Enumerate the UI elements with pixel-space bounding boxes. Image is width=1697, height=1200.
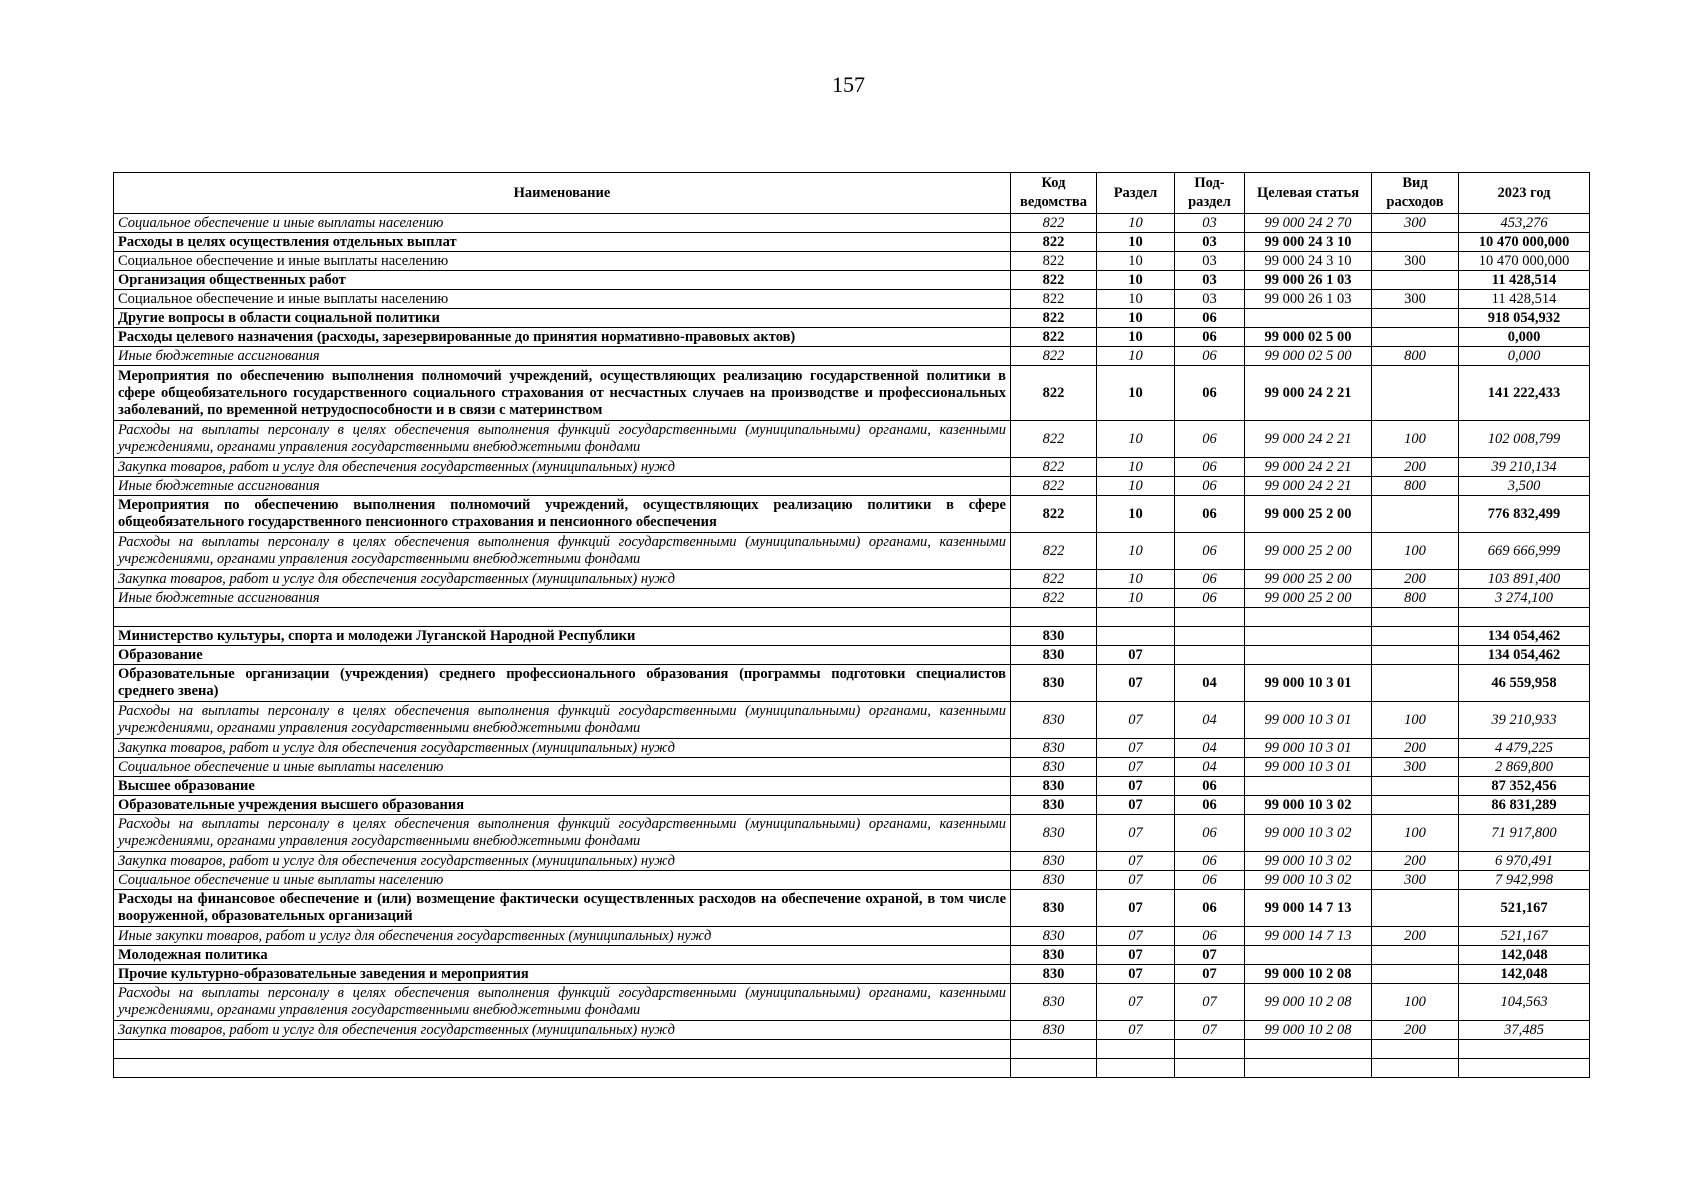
cell-dept-code: 822 <box>1011 309 1097 328</box>
table-row <box>114 214 1590 233</box>
table-row <box>114 852 1590 871</box>
cell-dept-code: 830 <box>1011 665 1097 702</box>
cell-section: 10 <box>1097 328 1175 347</box>
cell-target-article: 99 000 10 3 01 <box>1245 758 1372 777</box>
cell-section: 07 <box>1097 758 1175 777</box>
cell-section <box>1097 608 1175 627</box>
cell-target-article: 99 000 24 2 21 <box>1245 458 1372 477</box>
header-type: Вид расходов <box>1372 173 1459 214</box>
table-row <box>114 570 1590 589</box>
cell-amount-2023: 0,000 <box>1459 328 1590 347</box>
header-section: Раздел <box>1097 173 1175 214</box>
cell-section: 10 <box>1097 458 1175 477</box>
cell-amount-2023: 2 869,800 <box>1459 758 1590 777</box>
header-row <box>114 173 1590 214</box>
cell-target-article: 99 000 26 1 03 <box>1245 271 1372 290</box>
cell-target-article: 99 000 10 3 01 <box>1245 665 1372 702</box>
cell-target-article <box>1245 777 1372 796</box>
cell-dept-code: 830 <box>1011 815 1097 852</box>
cell-subsection: 03 <box>1175 252 1245 271</box>
cell-amount-2023: 11 428,514 <box>1459 290 1590 309</box>
cell-name: Высшее образование <box>114 777 1011 796</box>
cell-subsection: 06 <box>1175 796 1245 815</box>
cell-amount-2023: 134 054,462 <box>1459 627 1590 646</box>
cell-expense-type <box>1372 366 1459 421</box>
cell-amount-2023: 11 428,514 <box>1459 271 1590 290</box>
cell-section: 10 <box>1097 533 1175 570</box>
cell-name: Закупка товаров, работ и услуг для обеспечения государственных (муниципальных) нужд <box>114 458 1011 477</box>
cell-target-article: 99 000 24 2 21 <box>1245 366 1372 421</box>
table-row <box>114 702 1590 739</box>
cell-expense-type: 800 <box>1372 589 1459 608</box>
header-year: 2023 год <box>1459 173 1590 214</box>
table-row <box>114 589 1590 608</box>
table-row <box>114 984 1590 1021</box>
cell-target-article: 99 000 24 3 10 <box>1245 252 1372 271</box>
cell-dept-code: 830 <box>1011 758 1097 777</box>
table-row <box>114 927 1590 946</box>
cell-section: 10 <box>1097 496 1175 533</box>
cell-amount-2023: 46 559,958 <box>1459 665 1590 702</box>
table-row <box>114 290 1590 309</box>
cell-expense-type: 200 <box>1372 852 1459 871</box>
cell-name: Иные закупки товаров, работ и услуг для обеспечения государственных (муниципальных) нужд <box>114 927 1011 946</box>
cell-dept-code: 822 <box>1011 366 1097 421</box>
cell-amount-2023 <box>1459 1040 1590 1059</box>
cell-section: 07 <box>1097 1021 1175 1040</box>
header-subsection: Под-раздел <box>1175 173 1245 214</box>
cell-expense-type: 200 <box>1372 458 1459 477</box>
cell-dept-code: 830 <box>1011 965 1097 984</box>
cell-section: 07 <box>1097 965 1175 984</box>
cell-section: 10 <box>1097 214 1175 233</box>
table-row <box>114 965 1590 984</box>
cell-dept-code: 822 <box>1011 496 1097 533</box>
cell-expense-type: 200 <box>1372 570 1459 589</box>
cell-target-article: 99 000 10 3 02 <box>1245 815 1372 852</box>
cell-expense-type: 100 <box>1372 533 1459 570</box>
cell-dept-code: 830 <box>1011 871 1097 890</box>
cell-amount-2023: 7 942,998 <box>1459 871 1590 890</box>
cell-dept-code: 830 <box>1011 984 1097 1021</box>
cell-name: Министерство культуры, спорта и молодежи Луганской Народной Республики <box>114 627 1011 646</box>
table-row <box>114 796 1590 815</box>
cell-section <box>1097 1040 1175 1059</box>
cell-subsection: 04 <box>1175 739 1245 758</box>
cell-target-article <box>1245 646 1372 665</box>
header-name: Наименование <box>114 173 1011 214</box>
cell-dept-code <box>1011 608 1097 627</box>
cell-target-article: 99 000 24 3 10 <box>1245 233 1372 252</box>
cell-dept-code: 830 <box>1011 890 1097 927</box>
cell-amount-2023: 4 479,225 <box>1459 739 1590 758</box>
cell-section: 07 <box>1097 702 1175 739</box>
cell-name: Расходы на финансовое обеспечение и (или) возмещение фактически осуществленных расходов на обеспечение охраной, в том числе вооруженной, образовательных организаций <box>114 890 1011 927</box>
cell-subsection: 04 <box>1175 758 1245 777</box>
cell-section: 07 <box>1097 665 1175 702</box>
cell-expense-type <box>1372 608 1459 627</box>
cell-amount-2023: 71 917,800 <box>1459 815 1590 852</box>
cell-subsection <box>1175 1059 1245 1078</box>
cell-expense-type <box>1372 1059 1459 1078</box>
cell-section: 07 <box>1097 946 1175 965</box>
cell-subsection: 06 <box>1175 815 1245 852</box>
cell-name: Мероприятия по обеспечению выполнения полномочий учреждений, осуществляющих реализацию государственной политики в сфере общеобязательного государственного социального страхования от несчастных случаев на производстве и профессиональных заболеваний, по временной нетрудоспособности и в связи с материнством <box>114 366 1011 421</box>
table-row <box>114 646 1590 665</box>
table-row <box>114 871 1590 890</box>
cell-subsection: 03 <box>1175 214 1245 233</box>
cell-section: 07 <box>1097 815 1175 852</box>
cell-target-article: 99 000 14 7 13 <box>1245 927 1372 946</box>
cell-section: 10 <box>1097 233 1175 252</box>
table-row <box>114 739 1590 758</box>
cell-target-article: 99 000 10 3 01 <box>1245 702 1372 739</box>
table-row <box>114 665 1590 702</box>
cell-amount-2023: 37,485 <box>1459 1021 1590 1040</box>
table-row <box>114 328 1590 347</box>
table-row <box>114 347 1590 366</box>
cell-expense-type: 300 <box>1372 758 1459 777</box>
cell-name: Закупка товаров, работ и услуг для обеспечения государственных (муниципальных) нужд <box>114 570 1011 589</box>
cell-section: 07 <box>1097 927 1175 946</box>
table-row <box>114 1021 1590 1040</box>
table-row <box>114 533 1590 570</box>
cell-expense-type: 100 <box>1372 702 1459 739</box>
cell-section: 07 <box>1097 852 1175 871</box>
cell-dept-code: 822 <box>1011 271 1097 290</box>
cell-amount-2023: 521,167 <box>1459 927 1590 946</box>
cell-target-article: 99 000 10 3 02 <box>1245 796 1372 815</box>
cell-section: 10 <box>1097 309 1175 328</box>
cell-dept-code: 822 <box>1011 252 1097 271</box>
table-row <box>114 890 1590 927</box>
cell-subsection: 06 <box>1175 589 1245 608</box>
cell-expense-type: 300 <box>1372 290 1459 309</box>
cell-target-article: 99 000 10 2 08 <box>1245 984 1372 1021</box>
cell-expense-type: 200 <box>1372 927 1459 946</box>
cell-subsection: 04 <box>1175 665 1245 702</box>
cell-dept-code: 822 <box>1011 477 1097 496</box>
cell-name: Иные бюджетные ассигнования <box>114 347 1011 366</box>
cell-section: 10 <box>1097 347 1175 366</box>
cell-section: 10 <box>1097 290 1175 309</box>
cell-name: Расходы на выплаты персоналу в целях обеспечения выполнения функций государственными (муниципальными) органами, казенными учреждениями, органами управления государственными внебюджетными фондами <box>114 702 1011 739</box>
cell-subsection: 07 <box>1175 984 1245 1021</box>
cell-target-article: 99 000 14 7 13 <box>1245 890 1372 927</box>
cell-name: Закупка товаров, работ и услуг для обеспечения государственных (муниципальных) нужд <box>114 1021 1011 1040</box>
cell-subsection: 06 <box>1175 927 1245 946</box>
cell-amount-2023: 918 054,932 <box>1459 309 1590 328</box>
cell-amount-2023: 3 274,100 <box>1459 589 1590 608</box>
cell-expense-type <box>1372 496 1459 533</box>
cell-dept-code: 822 <box>1011 290 1097 309</box>
cell-section: 07 <box>1097 796 1175 815</box>
cell-amount-2023 <box>1459 1059 1590 1078</box>
cell-amount-2023: 87 352,456 <box>1459 777 1590 796</box>
cell-subsection: 03 <box>1175 271 1245 290</box>
cell-dept-code: 822 <box>1011 347 1097 366</box>
cell-name: Расходы в целях осуществления отдельных выплат <box>114 233 1011 252</box>
cell-section: 10 <box>1097 271 1175 290</box>
cell-expense-type: 100 <box>1372 984 1459 1021</box>
cell-expense-type <box>1372 890 1459 927</box>
cell-amount-2023: 10 470 000,000 <box>1459 252 1590 271</box>
table-row <box>114 271 1590 290</box>
cell-target-article <box>1245 1059 1372 1078</box>
cell-subsection: 04 <box>1175 702 1245 739</box>
cell-amount-2023: 0,000 <box>1459 347 1590 366</box>
cell-section: 07 <box>1097 890 1175 927</box>
cell-amount-2023: 453,276 <box>1459 214 1590 233</box>
cell-name: Социальное обеспечение и иные выплаты населению <box>114 758 1011 777</box>
cell-amount-2023: 776 832,499 <box>1459 496 1590 533</box>
cell-name: Прочие культурно-образовательные заведения и мероприятия <box>114 965 1011 984</box>
cell-name: Образовательные учреждения высшего образования <box>114 796 1011 815</box>
cell-target-article <box>1245 1040 1372 1059</box>
cell-subsection: 06 <box>1175 421 1245 458</box>
cell-name: Расходы целевого назначения (расходы, зарезервированные до принятия нормативно-правовых актов) <box>114 328 1011 347</box>
cell-dept-code: 830 <box>1011 646 1097 665</box>
cell-amount-2023: 669 666,999 <box>1459 533 1590 570</box>
cell-target-article <box>1245 608 1372 627</box>
cell-target-article: 99 000 24 2 21 <box>1245 421 1372 458</box>
cell-subsection: 03 <box>1175 233 1245 252</box>
cell-target-article <box>1245 309 1372 328</box>
cell-amount-2023: 103 891,400 <box>1459 570 1590 589</box>
cell-target-article: 99 000 02 5 00 <box>1245 328 1372 347</box>
cell-dept-code: 830 <box>1011 927 1097 946</box>
cell-name: Социальное обеспечение и иные выплаты населению <box>114 871 1011 890</box>
cell-name: Закупка товаров, работ и услуг для обеспечения государственных (муниципальных) нужд <box>114 852 1011 871</box>
cell-target-article: 99 000 24 2 70 <box>1245 214 1372 233</box>
cell-name: Организация общественных работ <box>114 271 1011 290</box>
cell-subsection: 06 <box>1175 347 1245 366</box>
cell-name: Молодежная политика <box>114 946 1011 965</box>
cell-section: 10 <box>1097 421 1175 458</box>
cell-expense-type: 800 <box>1372 347 1459 366</box>
table-row <box>114 496 1590 533</box>
cell-amount-2023: 142,048 <box>1459 965 1590 984</box>
cell-amount-2023: 86 831,289 <box>1459 796 1590 815</box>
cell-expense-type: 300 <box>1372 214 1459 233</box>
cell-dept-code: 822 <box>1011 233 1097 252</box>
cell-dept-code: 822 <box>1011 533 1097 570</box>
cell-expense-type: 800 <box>1372 477 1459 496</box>
cell-dept-code: 822 <box>1011 214 1097 233</box>
cell-amount-2023: 142,048 <box>1459 946 1590 965</box>
table-row <box>114 309 1590 328</box>
cell-amount-2023: 521,167 <box>1459 890 1590 927</box>
cell-expense-type <box>1372 665 1459 702</box>
header-target: Целевая статья <box>1245 173 1372 214</box>
cell-expense-type: 100 <box>1372 421 1459 458</box>
cell-name: Расходы на выплаты персоналу в целях обеспечения выполнения функций государственными (муниципальными) органами, казенными учреждениями, органами управления государственными внебюджетными фондами <box>114 984 1011 1021</box>
cell-target-article: 99 000 10 2 08 <box>1245 1021 1372 1040</box>
cell-name <box>114 608 1011 627</box>
cell-subsection: 06 <box>1175 366 1245 421</box>
cell-target-article: 99 000 10 2 08 <box>1245 965 1372 984</box>
cell-section: 10 <box>1097 477 1175 496</box>
cell-section <box>1097 627 1175 646</box>
cell-expense-type: 100 <box>1372 815 1459 852</box>
cell-name: Расходы на выплаты персоналу в целях обеспечения выполнения функций государственными (муниципальными) органами, казенными учреждениями, органами управления государственными внебюджетными фондами <box>114 815 1011 852</box>
page-number: 157 <box>832 72 865 97</box>
cell-subsection: 06 <box>1175 533 1245 570</box>
cell-amount-2023: 3,500 <box>1459 477 1590 496</box>
cell-subsection: 06 <box>1175 309 1245 328</box>
cell-section: 07 <box>1097 777 1175 796</box>
cell-subsection: 03 <box>1175 290 1245 309</box>
cell-target-article: 99 000 10 3 02 <box>1245 852 1372 871</box>
cell-amount-2023: 134 054,462 <box>1459 646 1590 665</box>
cell-expense-type: 300 <box>1372 871 1459 890</box>
cell-target-article: 99 000 10 3 01 <box>1245 739 1372 758</box>
cell-dept-code: 830 <box>1011 702 1097 739</box>
cell-expense-type <box>1372 777 1459 796</box>
table-row <box>114 421 1590 458</box>
cell-section: 07 <box>1097 871 1175 890</box>
cell-subsection <box>1175 627 1245 646</box>
cell-expense-type: 200 <box>1372 739 1459 758</box>
table-row <box>114 366 1590 421</box>
table-row <box>114 777 1590 796</box>
cell-subsection: 07 <box>1175 1021 1245 1040</box>
cell-name: Образовательные организации (учреждения) среднего профессионального образования (программы подготовки специалистов среднего звена) <box>114 665 1011 702</box>
cell-name: Социальное обеспечение и иные выплаты населению <box>114 252 1011 271</box>
table-row <box>114 946 1590 965</box>
cell-name <box>114 1040 1011 1059</box>
cell-subsection: 06 <box>1175 458 1245 477</box>
cell-target-article: 99 000 25 2 00 <box>1245 570 1372 589</box>
cell-subsection: 06 <box>1175 777 1245 796</box>
cell-expense-type <box>1372 328 1459 347</box>
cell-target-article: 99 000 25 2 00 <box>1245 496 1372 533</box>
cell-expense-type <box>1372 946 1459 965</box>
cell-dept-code: 822 <box>1011 421 1097 458</box>
cell-subsection: 06 <box>1175 570 1245 589</box>
cell-name: Образование <box>114 646 1011 665</box>
cell-dept-code <box>1011 1059 1097 1078</box>
cell-amount-2023: 104,563 <box>1459 984 1590 1021</box>
cell-dept-code: 830 <box>1011 946 1097 965</box>
table-row <box>114 758 1590 777</box>
cell-expense-type <box>1372 271 1459 290</box>
cell-target-article: 99 000 25 2 00 <box>1245 589 1372 608</box>
cell-dept-code: 822 <box>1011 328 1097 347</box>
cell-subsection <box>1175 1040 1245 1059</box>
cell-dept-code: 822 <box>1011 458 1097 477</box>
table-row <box>114 627 1590 646</box>
blank-row <box>114 1040 1590 1059</box>
cell-section <box>1097 1059 1175 1078</box>
table-row <box>114 477 1590 496</box>
cell-expense-type: 300 <box>1372 252 1459 271</box>
header-dept: Код ведомства <box>1011 173 1097 214</box>
cell-amount-2023: 6 970,491 <box>1459 852 1590 871</box>
cell-subsection: 06 <box>1175 477 1245 496</box>
cell-expense-type <box>1372 233 1459 252</box>
cell-expense-type <box>1372 309 1459 328</box>
cell-section: 07 <box>1097 646 1175 665</box>
cell-dept-code <box>1011 1040 1097 1059</box>
cell-amount-2023: 102 008,799 <box>1459 421 1590 458</box>
cell-name: Другие вопросы в области социальной политики <box>114 309 1011 328</box>
cell-dept-code: 822 <box>1011 589 1097 608</box>
cell-dept-code: 830 <box>1011 1021 1097 1040</box>
cell-dept-code: 830 <box>1011 796 1097 815</box>
cell-amount-2023: 10 470 000,000 <box>1459 233 1590 252</box>
cell-name: Мероприятия по обеспечению выполнения полномочий учреждений, осуществляющих реализацию политики в сфере общеобязательного государственного пенсионного страхования и пенсионного обеспечения <box>114 496 1011 533</box>
cell-name: Расходы на выплаты персоналу в целях обеспечения выполнения функций государственными (муниципальными) органами, казенными учреждениями, органами управления государственными внебюджетными фондами <box>114 421 1011 458</box>
cell-name: Иные бюджетные ассигнования <box>114 589 1011 608</box>
cell-section: 07 <box>1097 739 1175 758</box>
cell-target-article: 99 000 25 2 00 <box>1245 533 1372 570</box>
table-body <box>114 214 1590 1078</box>
cell-expense-type <box>1372 646 1459 665</box>
cell-name: Социальное обеспечение и иные выплаты населению <box>114 214 1011 233</box>
table-row <box>114 233 1590 252</box>
cell-expense-type <box>1372 627 1459 646</box>
cell-name <box>114 1059 1011 1078</box>
table-row <box>114 815 1590 852</box>
cell-amount-2023: 39 210,134 <box>1459 458 1590 477</box>
cell-amount-2023: 141 222,433 <box>1459 366 1590 421</box>
cell-amount-2023: 39 210,933 <box>1459 702 1590 739</box>
cell-section: 10 <box>1097 366 1175 421</box>
blank-row <box>114 1059 1590 1078</box>
cell-dept-code: 830 <box>1011 739 1097 758</box>
cell-target-article: 99 000 02 5 00 <box>1245 347 1372 366</box>
cell-target-article: 99 000 26 1 03 <box>1245 290 1372 309</box>
cell-subsection: 07 <box>1175 965 1245 984</box>
cell-expense-type <box>1372 1040 1459 1059</box>
cell-target-article <box>1245 627 1372 646</box>
cell-subsection: 06 <box>1175 328 1245 347</box>
cell-section: 10 <box>1097 570 1175 589</box>
cell-name: Расходы на выплаты персоналу в целях обеспечения выполнения функций государственными (муниципальными) органами, казенными учреждениями, органами управления государственными внебюджетными фондами <box>114 533 1011 570</box>
cell-target-article: 99 000 24 2 21 <box>1245 477 1372 496</box>
cell-dept-code: 830 <box>1011 627 1097 646</box>
cell-section: 10 <box>1097 252 1175 271</box>
cell-subsection: 06 <box>1175 496 1245 533</box>
cell-name: Закупка товаров, работ и услуг для обеспечения государственных (муниципальных) нужд <box>114 739 1011 758</box>
table-row <box>114 458 1590 477</box>
table-row <box>114 252 1590 271</box>
budget-table <box>113 172 1590 1078</box>
cell-target-article: 99 000 10 3 02 <box>1245 871 1372 890</box>
cell-expense-type: 200 <box>1372 1021 1459 1040</box>
blank-row <box>114 608 1590 627</box>
cell-section: 07 <box>1097 984 1175 1021</box>
cell-subsection: 06 <box>1175 890 1245 927</box>
cell-expense-type <box>1372 796 1459 815</box>
cell-subsection <box>1175 646 1245 665</box>
cell-dept-code: 822 <box>1011 570 1097 589</box>
cell-subsection: 06 <box>1175 871 1245 890</box>
cell-expense-type <box>1372 965 1459 984</box>
cell-subsection: 06 <box>1175 852 1245 871</box>
cell-target-article <box>1245 946 1372 965</box>
cell-name: Социальное обеспечение и иные выплаты населению <box>114 290 1011 309</box>
cell-subsection <box>1175 608 1245 627</box>
cell-section: 10 <box>1097 589 1175 608</box>
cell-amount-2023 <box>1459 608 1590 627</box>
cell-dept-code: 830 <box>1011 777 1097 796</box>
cell-dept-code: 830 <box>1011 852 1097 871</box>
cell-subsection: 07 <box>1175 946 1245 965</box>
cell-name: Иные бюджетные ассигнования <box>114 477 1011 496</box>
